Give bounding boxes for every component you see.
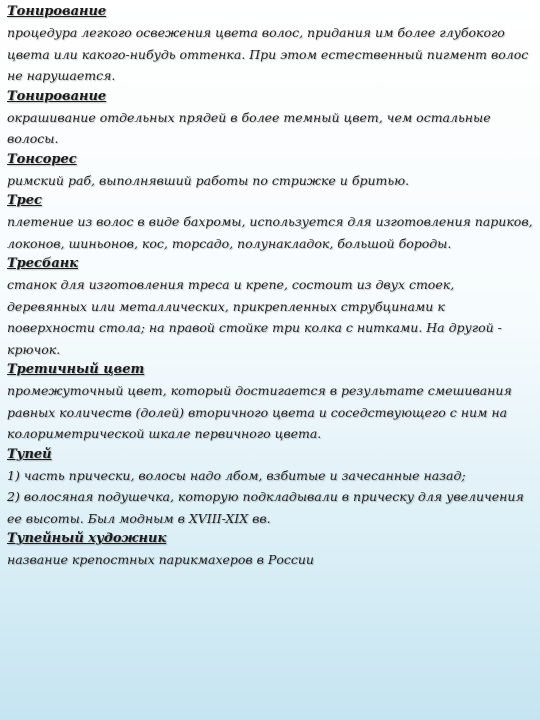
glossary-entry bbox=[7, 445, 533, 530]
glossary-entry bbox=[7, 360, 533, 445]
term-definition: 1) часть прически, волосы надо лбом, взбитые и зачесанные назад; bbox=[7, 467, 466, 483]
glossary-entry bbox=[7, 2, 533, 87]
term-heading: Тонирование bbox=[7, 88, 107, 104]
term-definition: промежуточный цвет, который достигается в результате смешивания равных количеств (долей) вторичного цвета и соседствующего с ним на колориметрической шкале первичного цвета. bbox=[7, 383, 512, 441]
glossary-entry bbox=[7, 529, 533, 571]
glossary-entry bbox=[7, 87, 533, 150]
glossary-entry bbox=[7, 191, 533, 254]
term-heading: Трес bbox=[7, 193, 42, 208]
term-heading: Тонирование bbox=[7, 4, 107, 19]
term-definition: процедура легкого освежения цвета волос, придания им более глубокого цвета или какого-нибудь оттенка. При этом естественный пигмент волос не нарушается. bbox=[7, 25, 529, 83]
term-definition: плетение из волос в виде бахромы, используется для изготовления париков, локонов, шиньонов, кос, торсадо, полунакладок, большой бороды. bbox=[7, 214, 533, 251]
term-definition: 2) волосяная подушечка, которую подкладывали в прическу для увеличения ее высоты. Был модным в XVIII-XIX вв. bbox=[7, 489, 524, 526]
term-definition: окрашивание отдельных прядей в более темный цвет, чем остальные волосы. bbox=[7, 109, 491, 146]
term-heading: Тонсорес bbox=[7, 151, 77, 167]
term-heading: Тресбанк bbox=[7, 256, 79, 271]
glossary-entry bbox=[7, 150, 533, 192]
term-definition: название крепостных парикмахеров в России bbox=[7, 552, 314, 567]
term-heading: Тупейный художник bbox=[7, 531, 167, 546]
term-heading: Тупей bbox=[7, 446, 52, 462]
glossary-list bbox=[7, 2, 533, 571]
term-heading: Третичный цвет bbox=[7, 362, 145, 377]
term-definition: станок для изготовления треса и крепе, состоит из двух стоек, деревянных или металлических, прикрепленных струбцинами к поверхности стола; на правой стойке три колка с нитками. На другой - крючок. bbox=[7, 277, 502, 357]
term-definition: римский раб, выполнявший работы по стрижке и бритью. bbox=[7, 172, 410, 188]
glossary-entry bbox=[7, 254, 533, 360]
